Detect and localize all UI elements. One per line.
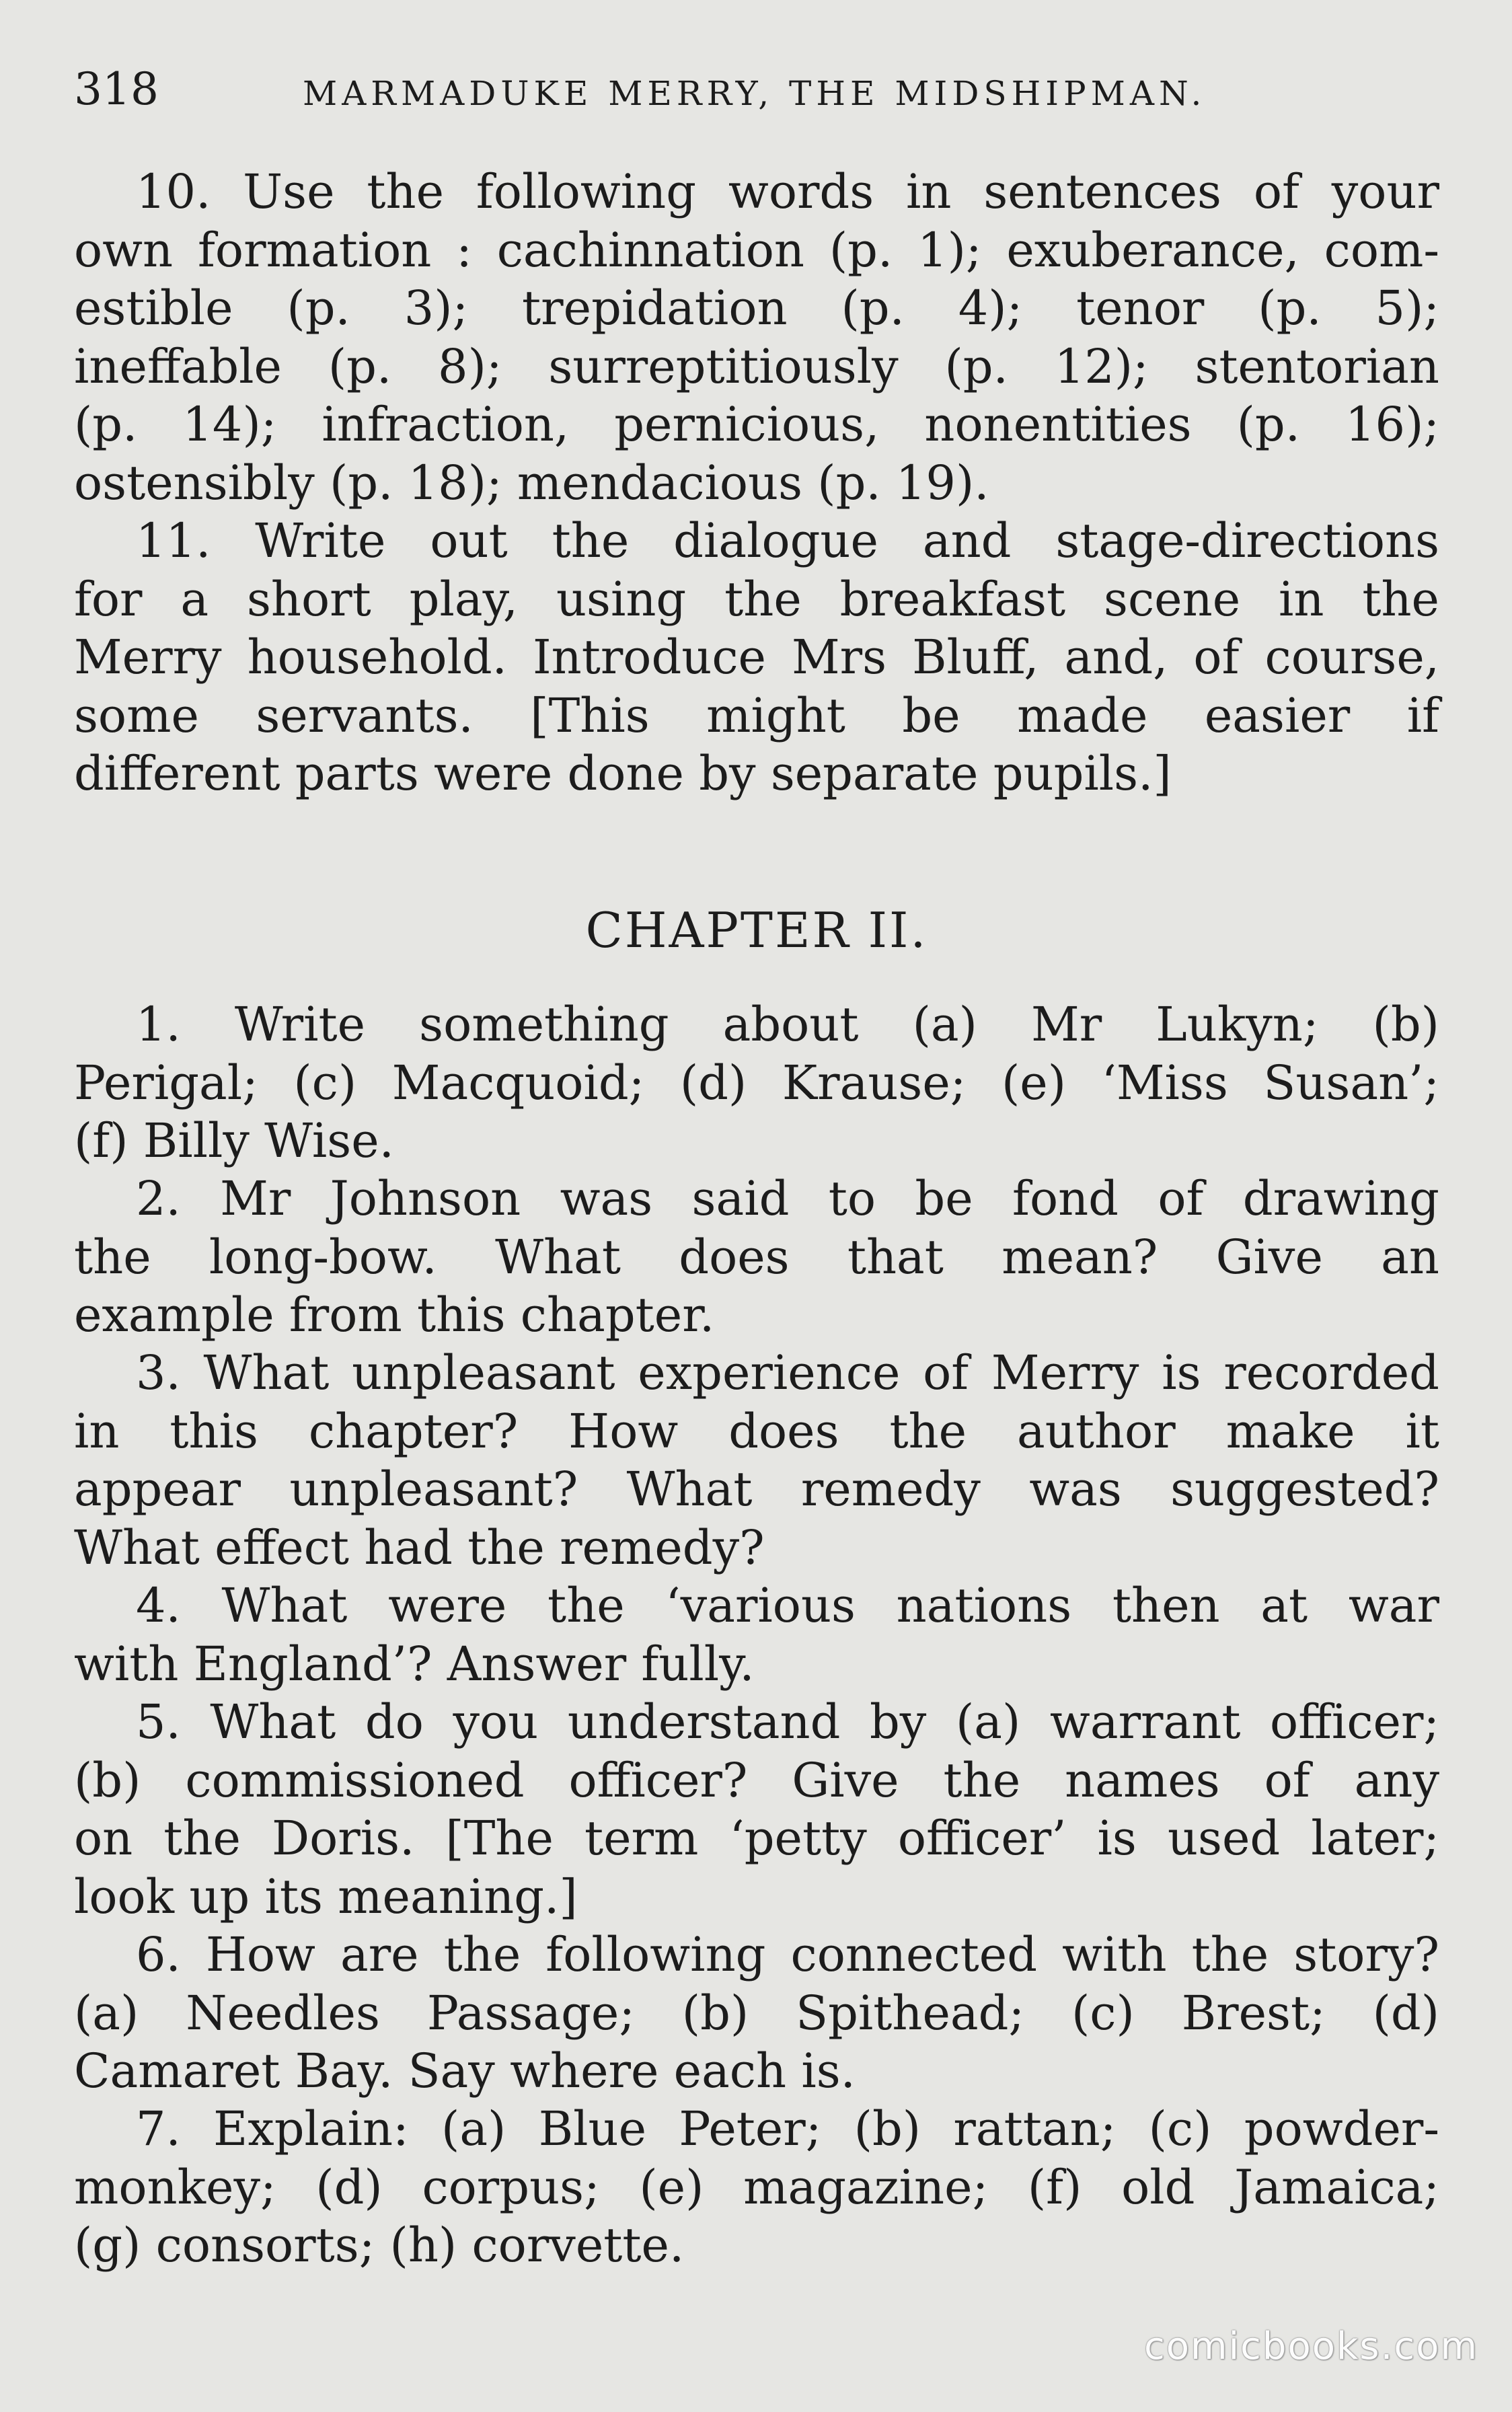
question-4 — [74, 1577, 1439, 1693]
question-line: Merry household. Introduce Mrs Bluff, and, of course, — [74, 630, 1439, 685]
watermark-text: comicbooks.com — [1143, 2325, 1478, 2368]
running-title: MARMADUKE MERRY, THE MIDSHIPMAN. — [303, 74, 1207, 113]
question-line: (g) consorts; (h) corvette. — [74, 2218, 685, 2273]
question-1 — [74, 995, 1439, 1170]
question-7 — [74, 2100, 1439, 2275]
question-line: own formation : cachinnation (p. 1); exuberance, com- — [74, 222, 1439, 278]
question-line: ineffable (p. 8); surreptitiously (p. 12); stentorian — [74, 338, 1439, 394]
page-number: 318 — [74, 63, 159, 115]
question-line: 3. What unpleasant experience of Merry is recorded — [136, 1345, 1439, 1400]
question-line: (a) Needles Passage; (b) Spithead; (c) Brest; (d) — [74, 1985, 1439, 2041]
question-10 — [74, 163, 1439, 512]
question-line: (b) commissioned officer? Give the names of any — [74, 1752, 1439, 1808]
question-line: 5. What do you understand by (a) warrant officer; — [136, 1694, 1439, 1749]
question-line: What effect had the remedy? — [74, 1519, 765, 1575]
question-line: some servants. [This might be made easier if — [74, 687, 1439, 743]
question-11 — [74, 512, 1439, 803]
running-head — [74, 59, 1439, 120]
question-line: in this chapter? How does the author make it — [74, 1403, 1439, 1459]
question-5 — [74, 1693, 1439, 1926]
question-line: (p. 14); infraction, pernicious, nonentities (p. 16); — [74, 397, 1439, 452]
question-3 — [74, 1344, 1439, 1577]
question-line: 2. Mr Johnson was said to be fond of drawing — [136, 1171, 1439, 1226]
chapter-heading: CHAPTER II. — [585, 902, 928, 958]
question-line: example from this chapter. — [74, 1287, 715, 1343]
question-6 — [74, 1926, 1439, 2101]
question-line: estible (p. 3); trepidation (p. 4); tenor (p. 5); — [74, 280, 1439, 336]
question-line: (f) Billy Wise. — [74, 1113, 394, 1168]
question-line: 4. What were the ‘various nations then at war — [136, 1578, 1439, 1633]
question-line: 7. Explain: (a) Blue Peter; (b) rattan; (c) powder- — [136, 2101, 1439, 2156]
question-line: Perigal; (c) Macquoid; (d) Krause; (e) ‘Miss Susan’; — [74, 1055, 1439, 1110]
question-2 — [74, 1170, 1439, 1345]
question-line: ostensibly (p. 18); mendacious (p. 19). — [74, 455, 989, 511]
question-line: different parts were done by separate pupils.] — [74, 746, 1172, 801]
question-line: monkey; (d) corpus; (e) magazine; (f) old Jamaica; — [74, 2159, 1439, 2215]
question-line: with England’? Answer fully. — [74, 1636, 755, 1692]
question-line: look up its meaning.] — [74, 1869, 578, 1924]
question-line: 1. Write something about (a) Mr Lukyn; (b) — [136, 997, 1439, 1052]
question-line: 11. Write out the dialogue and stage-directions — [136, 513, 1439, 568]
question-line: the long-bow. What does that mean? Give an — [74, 1229, 1439, 1285]
question-line: 10. Use the following words in sentences of your — [136, 164, 1439, 219]
question-line: on the Doris. [The term ‘petty officer’ is used later; — [74, 1811, 1439, 1866]
question-line: for a short play, using the breakfast scene in the — [74, 571, 1439, 627]
question-line: 6. How are the following connected with the story? — [136, 1927, 1439, 1982]
question-line: appear unpleasant? What remedy was suggested? — [74, 1462, 1439, 1517]
question-line: Camaret Bay. Say where each is. — [74, 2043, 856, 2099]
